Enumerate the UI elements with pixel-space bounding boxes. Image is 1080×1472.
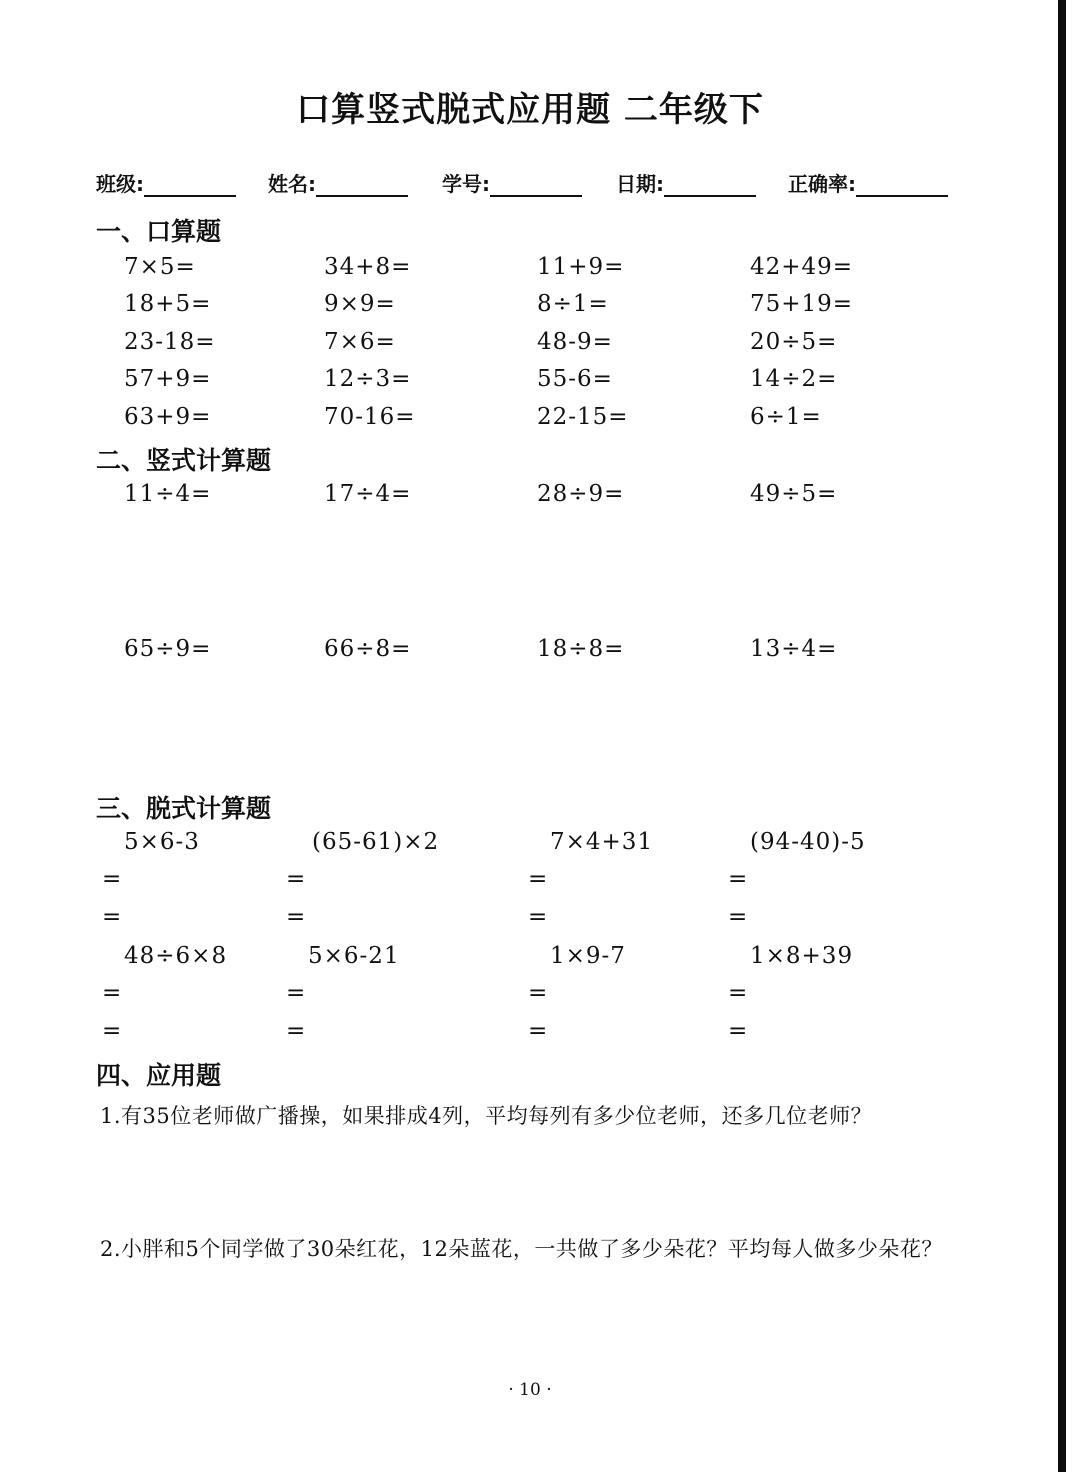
accuracy-field[interactable] — [788, 168, 948, 197]
word-problem-1: 1.有35位老师做广播操，如果排成4列，平均每列有多少位老师，还多几位老师？ — [100, 1104, 873, 1128]
stepwise-expression: 1×9-7 — [550, 943, 626, 969]
oral-item: 75+19= — [750, 291, 854, 317]
oral-item: 22-15= — [537, 404, 629, 430]
oral-item: 55-6= — [537, 366, 613, 392]
equals-step: = — [528, 980, 548, 1006]
student-info-row — [96, 168, 976, 202]
equals-step: = — [528, 866, 548, 892]
oral-item: 63+9= — [124, 404, 212, 430]
name-field[interactable] — [268, 168, 408, 197]
stepwise-expression: 7×4+31 — [550, 829, 654, 855]
equals-step: = — [102, 980, 122, 1006]
equals-step: = — [286, 980, 306, 1006]
date-blank[interactable] — [664, 171, 756, 197]
section-oral-heading: 一、口算题 — [96, 217, 222, 246]
oral-item: 8÷1= — [537, 291, 609, 317]
stepwise-expression: 48÷6×8 — [124, 943, 228, 969]
oral-item: 6÷1= — [750, 404, 822, 430]
equals-step: = — [102, 904, 122, 930]
stepwise-expression: (94-40)-5 — [750, 829, 866, 855]
date-field[interactable] — [616, 168, 756, 197]
accuracy-blank[interactable] — [856, 171, 948, 197]
student-id-field[interactable] — [442, 168, 582, 197]
oral-item: 42+49= — [750, 254, 854, 280]
name-label: 姓名: — [268, 172, 316, 196]
equals-step: = — [728, 904, 748, 930]
equals-step: = — [728, 866, 748, 892]
section-vertical-heading: 二、竖式计算题 — [96, 446, 272, 475]
oral-item: 14÷2= — [750, 366, 838, 392]
oral-item: 20÷5= — [750, 329, 838, 355]
class-blank[interactable] — [144, 171, 236, 197]
equals-step: = — [728, 980, 748, 1006]
equals-step: = — [286, 904, 306, 930]
oral-item: 18+5= — [124, 291, 212, 317]
equals-step: = — [286, 866, 306, 892]
oral-item: 48-9= — [537, 329, 613, 355]
stepwise-expression: 5×6-3 — [124, 829, 200, 855]
student-id-blank[interactable] — [490, 171, 582, 197]
page-number: · 10 · — [508, 1380, 552, 1400]
scan-edge-bar — [1058, 0, 1066, 1472]
stepwise-expression: 5×6-21 — [308, 943, 400, 969]
student-id-label: 学号: — [442, 172, 490, 196]
oral-item: 70-16= — [324, 404, 416, 430]
vertical-item: 11÷4= — [124, 481, 212, 507]
equals-step: = — [728, 1018, 748, 1044]
stepwise-expression: 1×8+39 — [750, 943, 854, 969]
oral-item: 12÷3= — [324, 366, 412, 392]
oral-item: 23-18= — [124, 329, 216, 355]
equals-step: = — [102, 1018, 122, 1044]
oral-item: 7×6= — [324, 329, 396, 355]
equals-step: = — [102, 866, 122, 892]
section-word-problems-heading: 四、应用题 — [96, 1061, 222, 1090]
class-field[interactable] — [96, 168, 236, 197]
name-blank[interactable] — [316, 171, 408, 197]
equals-step: = — [528, 904, 548, 930]
vertical-item: 18÷8= — [537, 636, 625, 662]
vertical-item: 17÷4= — [324, 481, 412, 507]
equals-step: = — [528, 1018, 548, 1044]
class-label: 班级: — [96, 172, 144, 196]
oral-item: 11+9= — [537, 254, 625, 280]
section-stepwise-heading: 三、脱式计算题 — [96, 794, 272, 823]
equals-step: = — [286, 1018, 306, 1044]
vertical-item: 66÷8= — [324, 636, 412, 662]
word-problem-2: 2.小胖和5个同学做了30朵红花，12朵蓝花，一共做了多少朵花？平均每人做多少朵花？ — [100, 1237, 943, 1261]
accuracy-label: 正确率: — [788, 172, 856, 196]
stepwise-expression: (65-61)×2 — [312, 829, 440, 855]
oral-item: 9×9= — [324, 291, 396, 317]
vertical-item: 13÷4= — [750, 636, 838, 662]
vertical-item: 65÷9= — [124, 636, 212, 662]
date-label: 日期: — [616, 172, 664, 196]
page-title: 口算竖式脱式应用题 二年级下 — [296, 90, 764, 130]
vertical-item: 49÷5= — [750, 481, 838, 507]
oral-item: 34+8= — [324, 254, 412, 280]
oral-item: 7×5= — [124, 254, 196, 280]
vertical-item: 28÷9= — [537, 481, 625, 507]
oral-item: 57+9= — [124, 366, 212, 392]
